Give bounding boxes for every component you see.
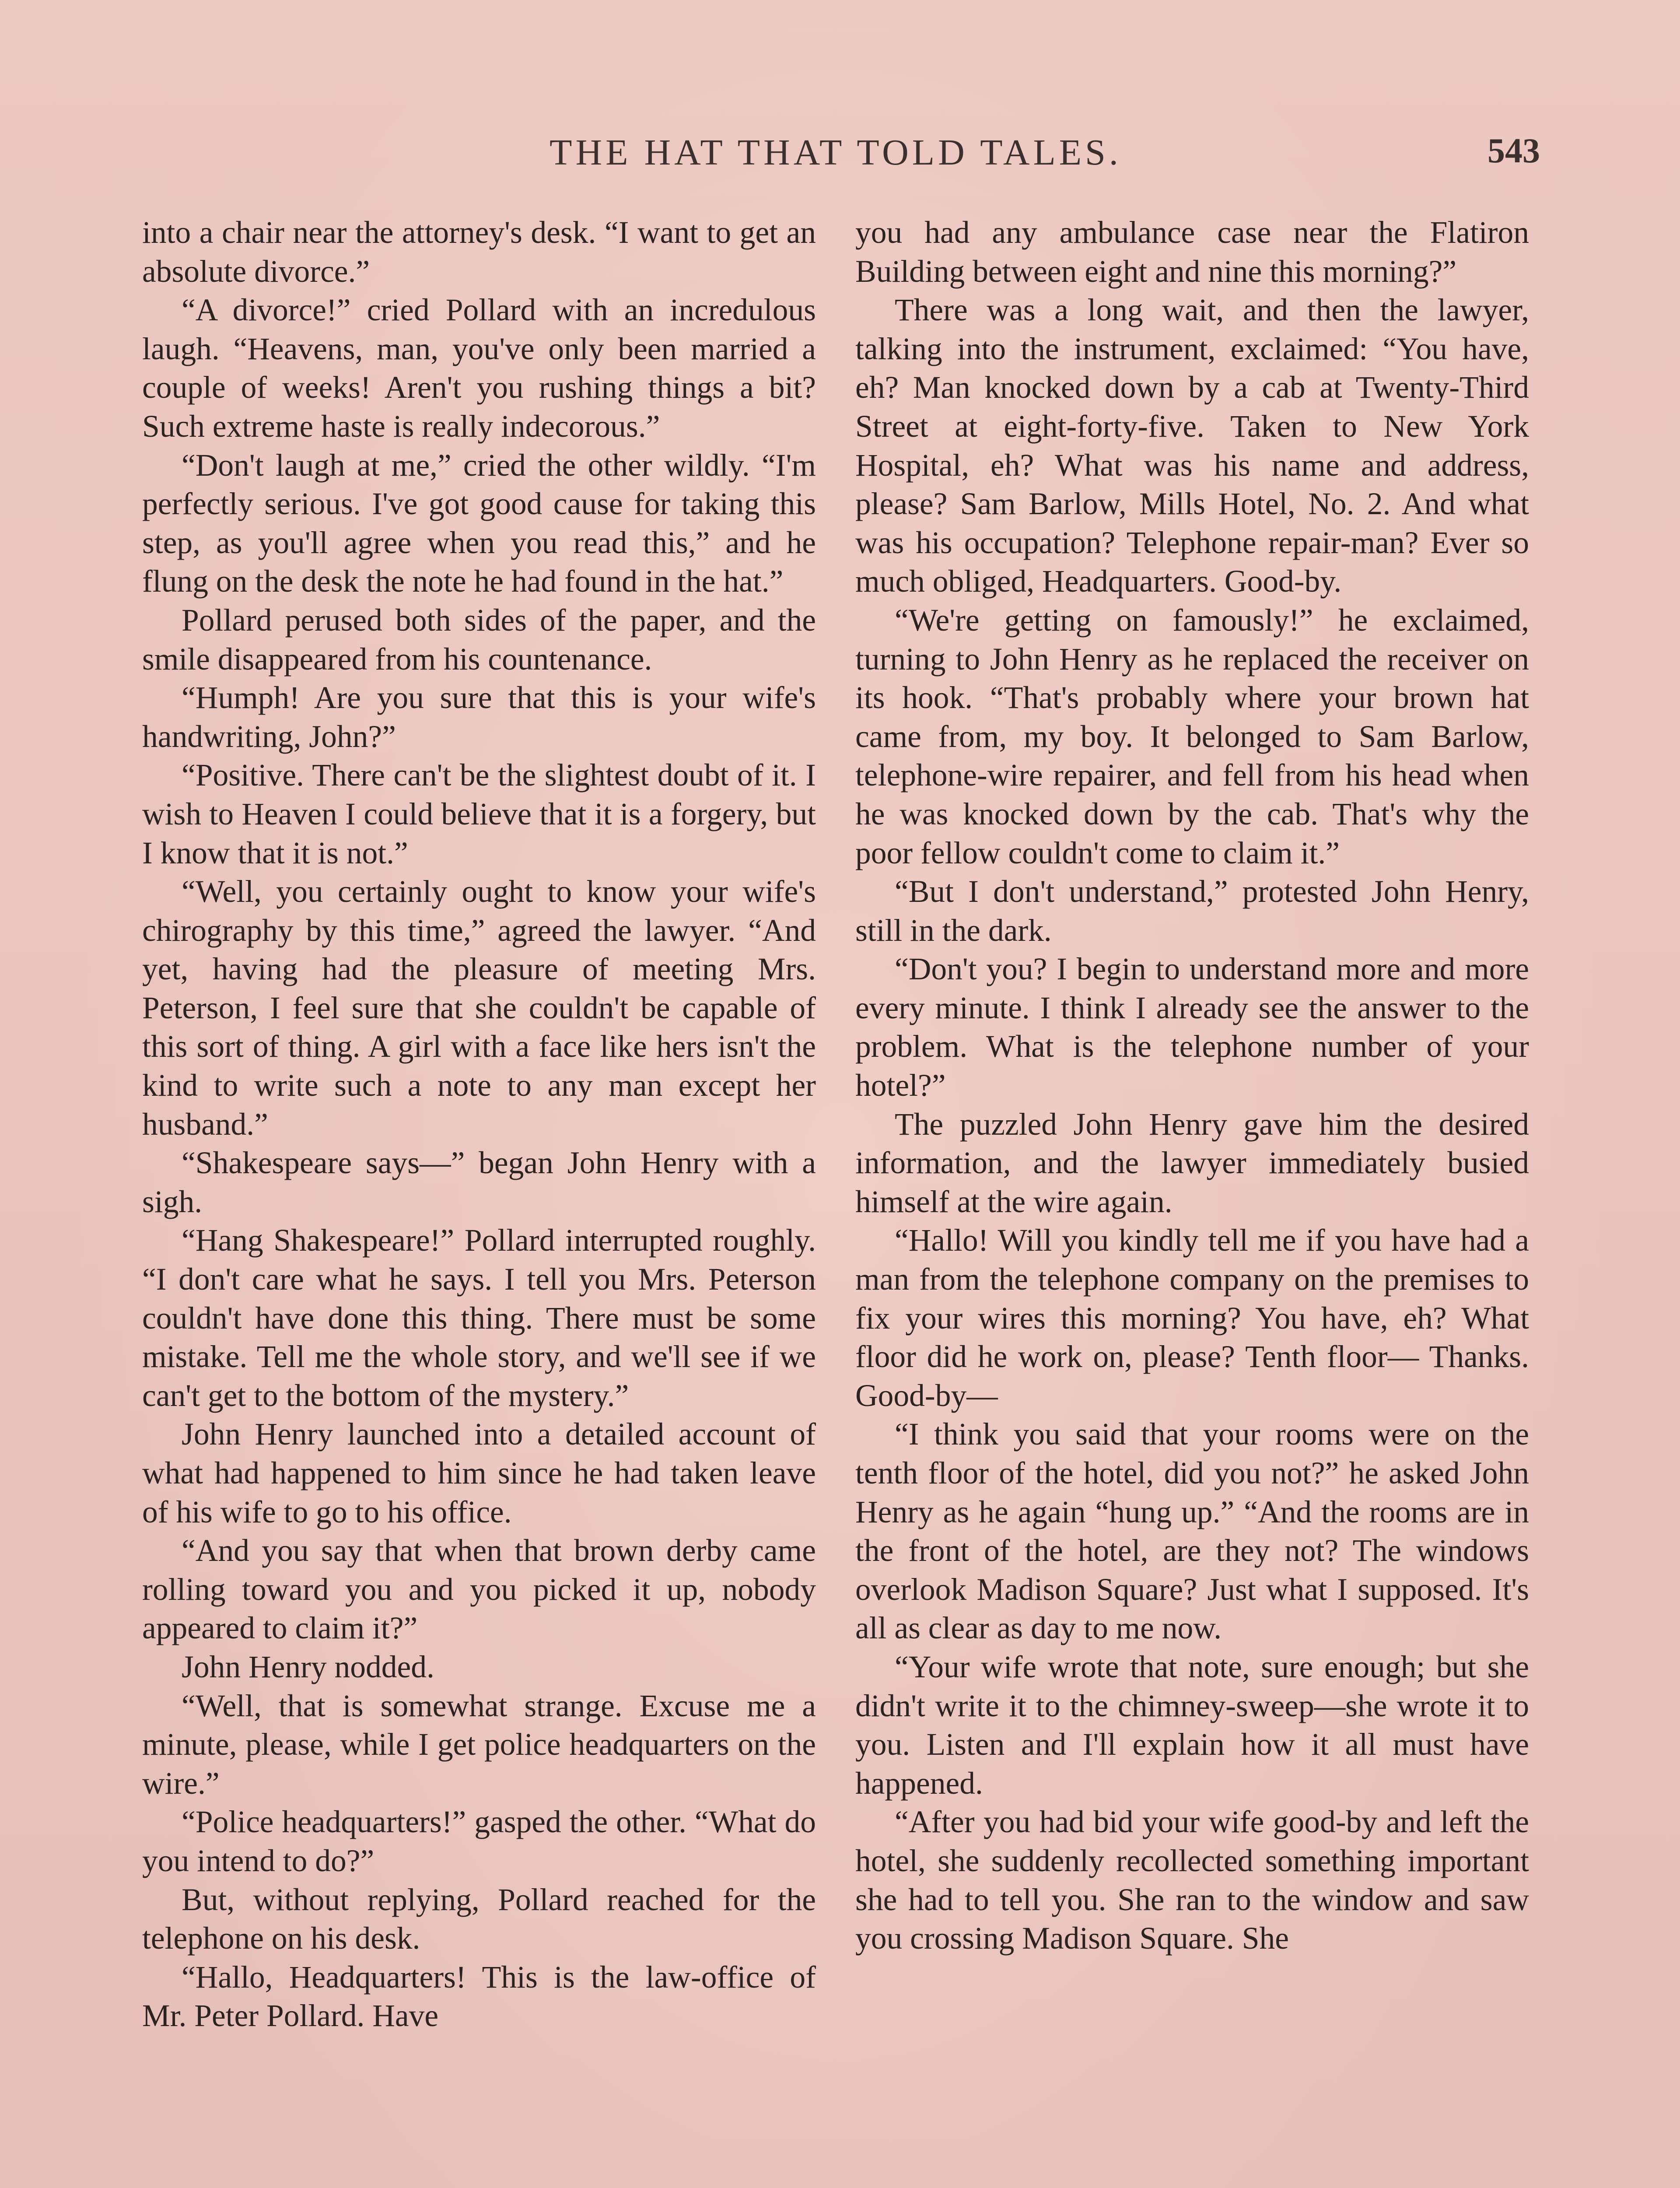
page-number: 543	[1488, 132, 1540, 170]
paragraph: “Hang Shakespeare!” Pollard interrupted roughly. “I don't care what he says. I tell you Mrs. Peterson couldn't have done this thing. There must be some mistake. Tell me the whole story, and we'll see if we can't get to the bottom of the mystery.”	[142, 1223, 816, 1413]
paragraph: “A divorce!” cried Pollard with an incredulous laugh. “Heavens, man, you've only been married a couple of weeks! Aren't you rushing things a bit? Such extreme haste is really indecorous.”	[142, 293, 816, 444]
paragraph: “Well, you certainly ought to know your wife's chirography by this time,” agreed the lawyer. “And yet, having had the pleasure of meeting Mrs. Peterson, I feel sure that she couldn't be capable of this sort of thing. A girl with a face like hers isn't the kind to write such a note to any man except her husband.”	[142, 874, 816, 1142]
paragraph: “Your wife wrote that note, sure enough; but she didn't write it to the chimney-sweep—she wrote it to you. Listen and I'll explain how it all must have happened.	[855, 1649, 1529, 1801]
paragraph: But, without replying, Pollard reached for the telephone on his desk.	[142, 1882, 816, 1956]
paragraph: “Police headquarters!” gasped the other. “What do you intend to do?”	[142, 1805, 816, 1878]
paragraph: “Don't laugh at me,” cried the other wildly. “I'm perfectly serious. I've got good cause for taking this step, as you'll agree when you read this,” and he flung on the desk the note he had found in the hat.”	[142, 448, 816, 599]
paragraph: There was a long wait, and then the lawyer, talking into the instrument, exclaimed: “You have, eh? Man knocked down by a cab at Twenty-Third Street at eight-forty-five. Taken to New York Hospital, eh? What was his name and address, please? Sam Barlow, Mills Hotel, No. 2. And what was his occupation? Telephone repair-man? Ever so much obliged, Headquarters. Good-by.	[855, 293, 1529, 599]
paragraph: “And you say that when that brown derby came rolling toward you and you picked it up, nobody appeared to claim it?”	[142, 1533, 816, 1646]
paragraph: “Well, that is somewhat strange. Excuse me a minute, please, while I get police headquarters on the wire.”	[142, 1688, 816, 1801]
paragraph: John Henry launched into a detailed account of what had happened to him since he had taken leave of his wife to go to his office.	[142, 1417, 816, 1529]
paragraph: “Humph! Are you sure that this is your wife's handwriting, John?”	[142, 680, 816, 754]
paragraph: Pollard perused both sides of the paper, and the smile disappeared from his countenance.	[142, 603, 816, 677]
paragraph: into a chair near the attorney's desk. “I want to get an absolute divorce.”	[142, 215, 816, 289]
paragraph: “We're getting on famously!” he exclaimed, turning to John Henry as he replaced the receiver on its hook. “That's probably where your brown hat came from, my boy. It belonged to Sam Barlow, telephone-wire repairer, and fell from his head when he was knocked down by the cab. That's why the poor fellow couldn't come to claim it.”	[855, 603, 1529, 870]
paragraph: “Don't you? I begin to understand more and more every minute. I think I already see the answer to the problem. What is the telephone number of your hotel?”	[855, 952, 1529, 1103]
right-column	[855, 214, 1529, 1958]
paragraph: “Shakespeare says—” began John Henry with a sigh.	[142, 1146, 816, 1219]
paragraph: “Hallo, Headquarters! This is the law-office of Mr. Peter Pollard. Have	[142, 1960, 816, 2034]
paragraph: “I think you said that your rooms were on the tenth floor of the hotel, did you not?” he asked John Henry as he again “hung up.” “And the rooms are in the front of the hotel, are they not? The windows overlook Madison Square? Just what I supposed. It's all as clear as day to me now.	[855, 1417, 1529, 1646]
paragraph: The puzzled John Henry gave him the desired information, and the lawyer immediately busied himself at the wire again.	[855, 1107, 1529, 1219]
page-header	[131, 131, 1540, 179]
paragraph: “After you had bid your wife good-by and left the hotel, she suddenly recollected something important she had to tell you. She ran to the window and saw you crossing Madison Square. She	[855, 1805, 1529, 1956]
paragraph: John Henry nodded.	[182, 1649, 434, 1684]
paragraph: “Hallo! Will you kindly tell me if you have had a man from the telephone company on the premises to fix your wires this morning? You have, eh? What floor did he work on, please? Tenth floor— Thanks. Good-by—	[855, 1223, 1529, 1413]
left-column	[142, 214, 816, 2036]
paragraph: “But I don't understand,” protested John Henry, still in the dark.	[855, 874, 1529, 948]
running-title: THE HAT THAT TOLD TALES.	[550, 132, 1122, 173]
paragraph: “Positive. There can't be the slightest doubt of it. I wish to Heaven I could believe that it is a forgery, but I know that it is not.”	[142, 758, 816, 870]
paragraph: you had any ambulance case near the Flatiron Building between eight and nine this morning?”	[855, 215, 1529, 289]
